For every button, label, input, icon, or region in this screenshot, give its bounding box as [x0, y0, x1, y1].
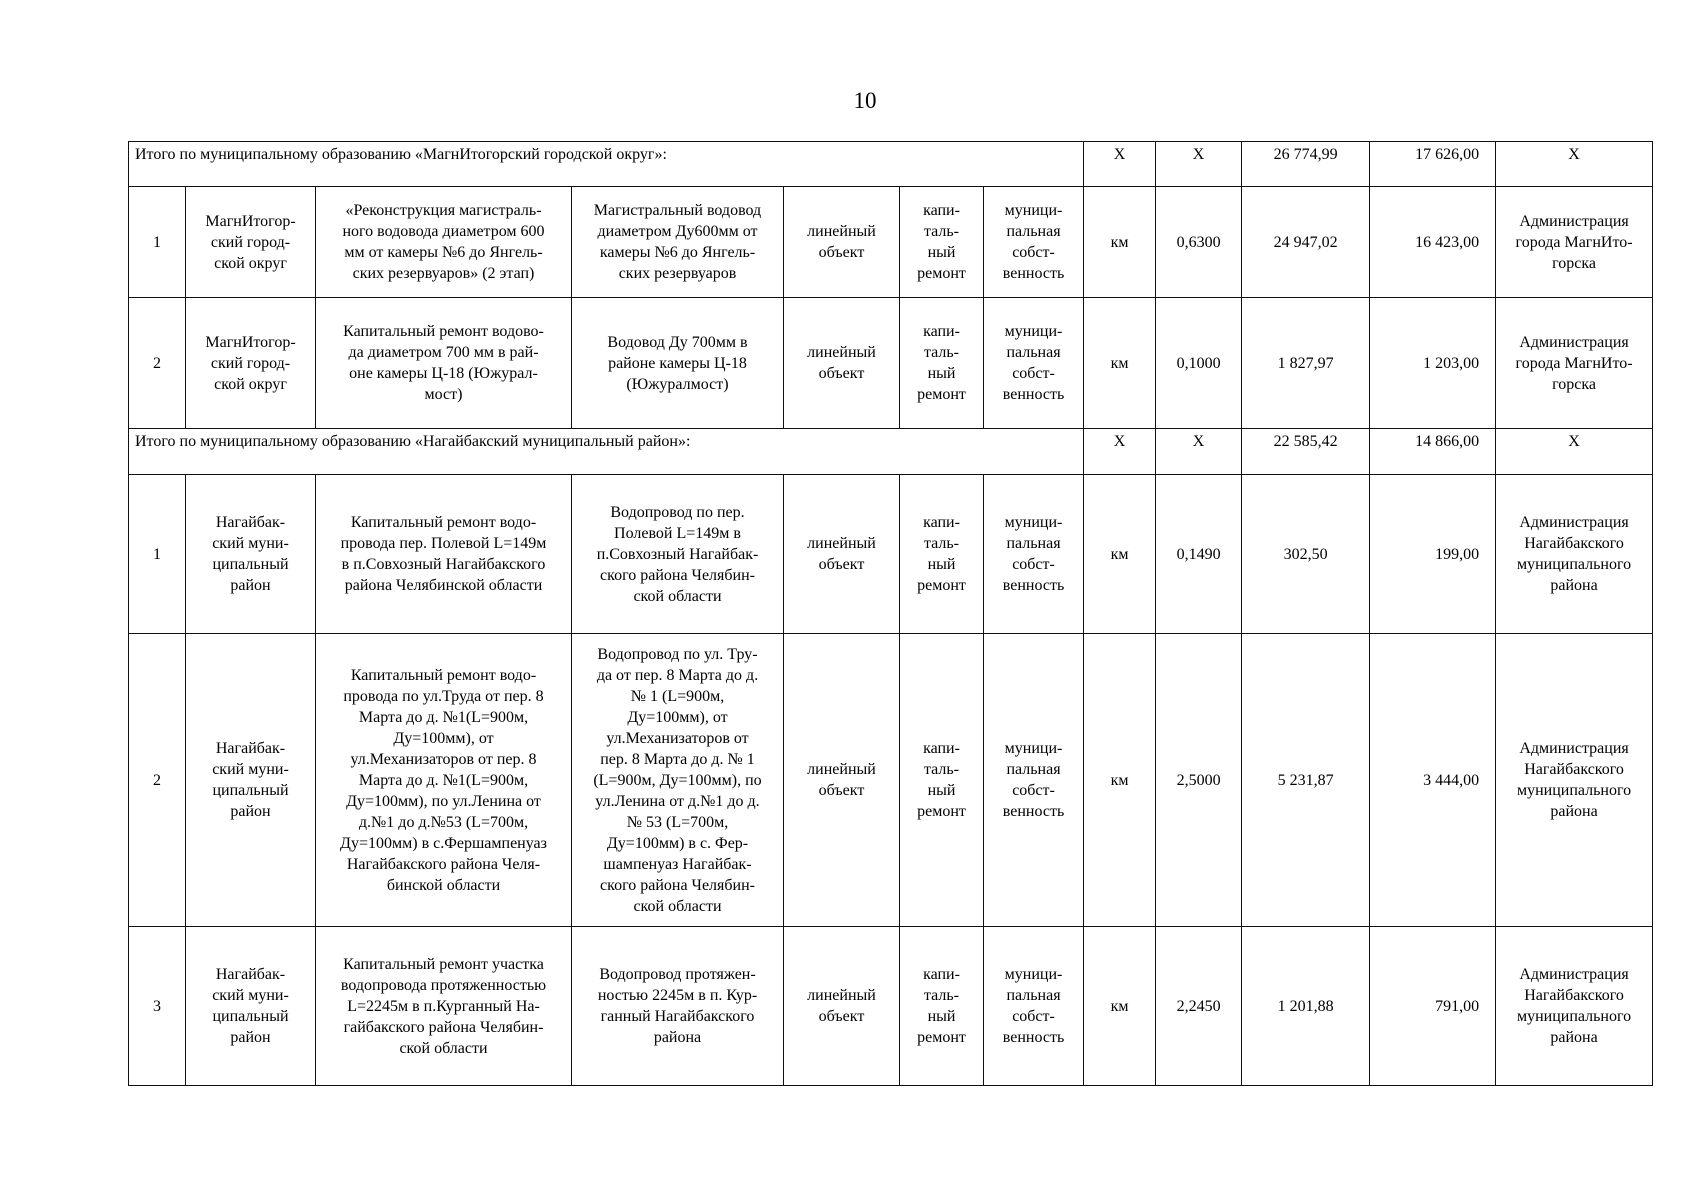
- customer-cell: Администрация Нагайбакского муниципального района: [1496, 634, 1653, 927]
- cost-budget-cell: 791,00: [1370, 927, 1496, 1086]
- customer-cell: Администрация города МагнИто- горска: [1496, 187, 1653, 298]
- municipality-cell: МагнИтогор- ский город- ской округ: [186, 298, 316, 429]
- unit-cell: км: [1084, 187, 1156, 298]
- total-length: X: [1156, 142, 1242, 187]
- projects-table: [128, 141, 1653, 1086]
- object-cell: Магистральный водовод диаметром Ду600мм от камеры №6 до Янгель- ских резервуаров: [572, 187, 784, 298]
- length-cell: 0,6300: [1156, 187, 1242, 298]
- total-cost: 22 585,42: [1242, 429, 1370, 475]
- total-length: X: [1156, 429, 1242, 475]
- object-cell: Водовод Ду 700мм в районе камеры Ц-18 (Южуралмост): [572, 298, 784, 429]
- object-cell: Водопровод протяжен- ностью 2245м в п. Кур- ганный Нагайбакского района: [572, 927, 784, 1086]
- row-number: 2: [129, 634, 186, 927]
- cost-budget-cell: 16 423,00: [1370, 187, 1496, 298]
- cost-total-cell: 5 231,87: [1242, 634, 1370, 927]
- unit-cell: км: [1084, 475, 1156, 634]
- project-name-cell: Капитальный ремонт участка водопровода протяженностью L=2245м в п.Курганный На- гайбакского района Челябин- ской области: [316, 927, 572, 1086]
- work-type-cell: капи- таль- ный ремонт: [900, 298, 984, 429]
- municipality-cell: Нагайбак- ский муни- ципальный район: [186, 475, 316, 634]
- customer-cell: Администрация Нагайбакского муниципального района: [1496, 475, 1653, 634]
- cost-budget-cell: 3 444,00: [1370, 634, 1496, 927]
- cost-total-cell: 1 827,97: [1242, 298, 1370, 429]
- object-type-cell: линейный объект: [784, 634, 900, 927]
- section-total-row: [129, 142, 1653, 187]
- table-row: [129, 634, 1653, 927]
- ownership-cell: муници- пальная собст- венность: [984, 298, 1084, 429]
- row-number: 3: [129, 927, 186, 1086]
- table-row: [129, 475, 1653, 634]
- cost-total-cell: 302,50: [1242, 475, 1370, 634]
- object-type-cell: линейный объект: [784, 927, 900, 1086]
- total-budget: 17 626,00: [1370, 142, 1496, 187]
- work-type-cell: капи- таль- ный ремонт: [900, 475, 984, 634]
- work-type-cell: капи- таль- ный ремонт: [900, 187, 984, 298]
- cost-total-cell: 24 947,02: [1242, 187, 1370, 298]
- work-type-cell: капи- таль- ный ремонт: [900, 927, 984, 1086]
- project-name-cell: Капитальный ремонт водо- провода по ул.Труда от пер. 8 Марта до д. №1(L=900м, Ду=100мм), от ул.Механизаторов от пер. 8 Марта до д. №1(L=900м, Ду=100мм), по ул.Ленина от д.№1 до д.№53 (L=700м, Ду=100мм) в с.Фершампенуаз Нагайбакского района Челя- бинской области: [316, 634, 572, 927]
- length-cell: 2,2450: [1156, 927, 1242, 1086]
- row-number: 1: [129, 187, 186, 298]
- total-unit: X: [1084, 429, 1156, 475]
- total-unit: X: [1084, 142, 1156, 187]
- cost-total-cell: 1 201,88: [1242, 927, 1370, 1086]
- section-total-label: Итого по муниципальному образованию «МагнИтогорский городской округ»:: [129, 142, 1084, 187]
- table-row: [129, 298, 1653, 429]
- object-cell: Водопровод по ул. Тру- да от пер. 8 Марта до д. № 1 (L=900м, Ду=100мм), от ул.Механизаторов от пер. 8 Марта до д. № 1 (L=900м, Ду=100мм), по ул.Ленина от д.№1 до д. № 53 (L=700м, Ду=100мм) в с. Фер- шампенуаз Нагайбак- ского района Челябин- ской области: [572, 634, 784, 927]
- unit-cell: км: [1084, 634, 1156, 927]
- row-number: 2: [129, 298, 186, 429]
- section-total-row: [129, 429, 1653, 475]
- length-cell: 0,1000: [1156, 298, 1242, 429]
- cost-budget-cell: 199,00: [1370, 475, 1496, 634]
- total-customer: X: [1496, 142, 1653, 187]
- page-number: 10: [853, 88, 877, 113]
- unit-cell: км: [1084, 927, 1156, 1086]
- customer-cell: Администрация города МагнИто- горска: [1496, 298, 1653, 429]
- municipality-cell: Нагайбак- ский муни- ципальный район: [186, 634, 316, 927]
- length-cell: 0,1490: [1156, 475, 1242, 634]
- municipality-cell: Нагайбак- ский муни- ципальный район: [186, 927, 316, 1086]
- total-cost: 26 774,99: [1242, 142, 1370, 187]
- length-cell: 2,5000: [1156, 634, 1242, 927]
- project-name-cell: Капитальный ремонт водово- да диаметром 700 мм в рай- оне камеры Ц-18 (Южурал- мост): [316, 298, 572, 429]
- table-row: [129, 187, 1653, 298]
- object-cell: Водопровод по пер. Полевой L=149м в п.Совхозный Нагайбак- ского района Челябин- ской области: [572, 475, 784, 634]
- table-row: [129, 927, 1653, 1086]
- total-customer: X: [1496, 429, 1653, 475]
- municipality-cell: МагнИтогор- ский город- ской округ: [186, 187, 316, 298]
- customer-cell: Администрация Нагайбакского муниципального района: [1496, 927, 1653, 1086]
- ownership-cell: муници- пальная собст- венность: [984, 475, 1084, 634]
- ownership-cell: муници- пальная собст- венность: [984, 634, 1084, 927]
- unit-cell: км: [1084, 298, 1156, 429]
- object-type-cell: линейный объект: [784, 298, 900, 429]
- work-type-cell: капи- таль- ный ремонт: [900, 634, 984, 927]
- total-budget: 14 866,00: [1370, 429, 1496, 475]
- cost-budget-cell: 1 203,00: [1370, 298, 1496, 429]
- ownership-cell: муници- пальная собст- венность: [984, 187, 1084, 298]
- object-type-cell: линейный объект: [784, 475, 900, 634]
- row-number: 1: [129, 475, 186, 634]
- project-name-cell: Капитальный ремонт водо- провода пер. Полевой L=149м в п.Совхозный Нагайбакского района Челябинской области: [316, 475, 572, 634]
- object-type-cell: линейный объект: [784, 187, 900, 298]
- project-name-cell: «Реконструкция магистраль- ного водовода диаметром 600 мм от камеры №6 до Янгель- ских резервуаров» (2 этап): [316, 187, 572, 298]
- ownership-cell: муници- пальная собст- венность: [984, 927, 1084, 1086]
- section-total-label: Итого по муниципальному образованию «Нагайбакский муниципальный район»:: [129, 429, 1084, 475]
